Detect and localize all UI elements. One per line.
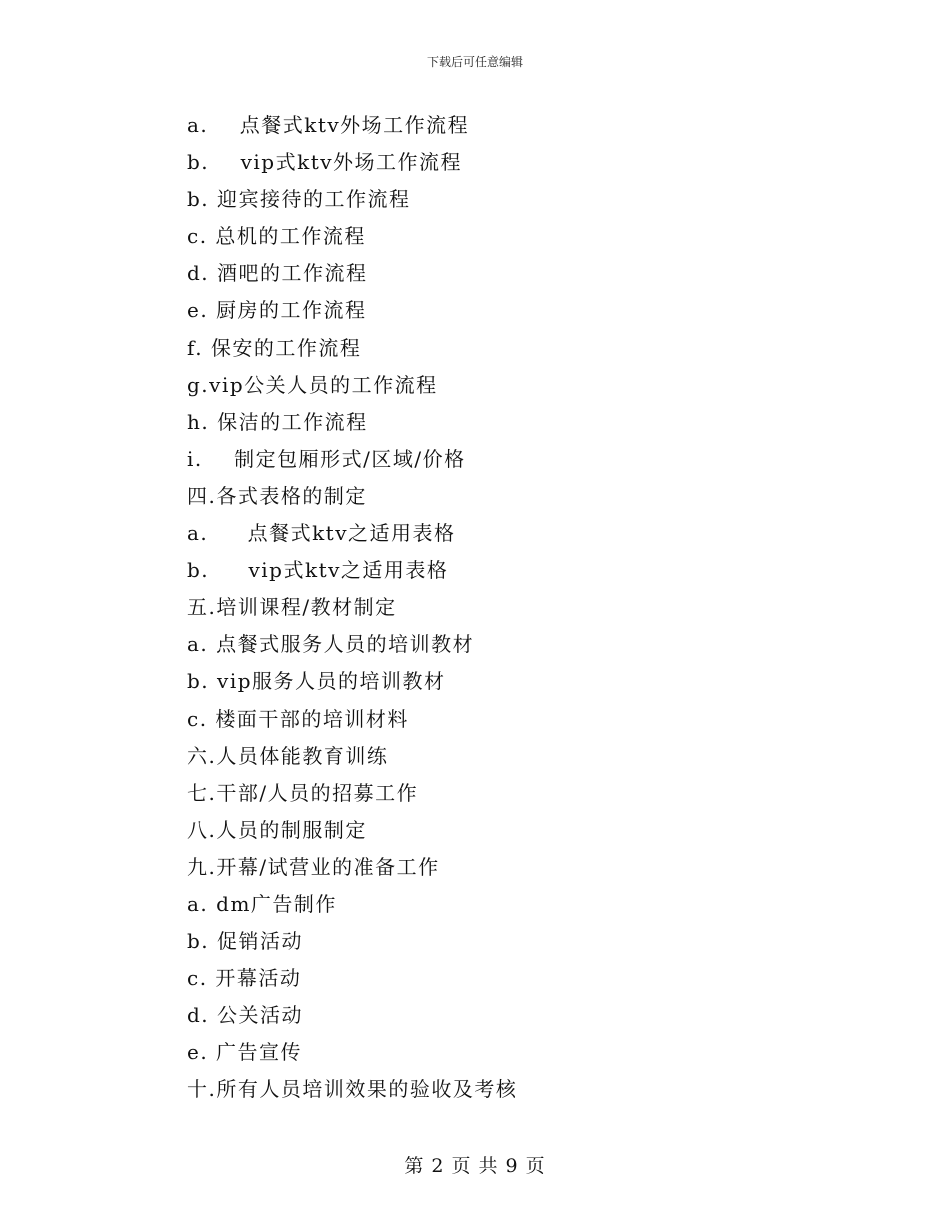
list-item: e. 厨房的工作流程 bbox=[187, 298, 367, 323]
list-item: i. 制定包厢形式/区域/价格 bbox=[187, 446, 466, 471]
list-item: b. 迎宾接待的工作流程 bbox=[187, 187, 411, 212]
section-heading: 十.所有人员培训效果的验收及考核 bbox=[187, 1077, 518, 1102]
list-item: e. 广告宣传 bbox=[187, 1040, 303, 1065]
list-item: a. 点餐式服务人员的培训教材 bbox=[187, 632, 475, 657]
section-heading: 八.人员的制服制定 bbox=[187, 817, 367, 842]
list-item: b. vip式ktv之适用表格 bbox=[187, 558, 449, 583]
list-item: b. 促销活动 bbox=[187, 929, 304, 954]
list-item: f. 保安的工作流程 bbox=[187, 335, 362, 360]
list-item: d. 公关活动 bbox=[187, 1003, 304, 1028]
section-heading: 六.人员体能教育训练 bbox=[187, 743, 389, 768]
page-number: 第 2 页 共 9 页 bbox=[404, 1155, 546, 1177]
list-item: a. 点餐式ktv之适用表格 bbox=[187, 521, 456, 546]
list-item: a. 点餐式ktv外场工作流程 bbox=[187, 113, 470, 137]
list-item: c. 开幕活动 bbox=[187, 966, 302, 991]
list-item: b. vip式ktv外场工作流程 bbox=[187, 150, 463, 175]
section-heading: 七.干部/人员的招募工作 bbox=[187, 780, 419, 805]
list-item: h. 保洁的工作流程 bbox=[187, 409, 368, 434]
section-heading: 五.培训课程/教材制定 bbox=[187, 595, 397, 620]
list-item: a. dm广告制作 bbox=[187, 891, 337, 916]
list-item: c. 总机的工作流程 bbox=[187, 224, 366, 249]
list-item: b. vip服务人员的培训教材 bbox=[187, 669, 446, 694]
page-header-note: 下载后可任意编辑 bbox=[426, 55, 523, 69]
section-heading: 九.开幕/试营业的准备工作 bbox=[187, 854, 440, 879]
list-item: d. 酒吧的工作流程 bbox=[187, 261, 368, 286]
document-body bbox=[187, 107, 787, 1109]
list-item: g.vip公关人员的工作流程 bbox=[187, 372, 438, 397]
list-item: c. 楼面干部的培训材料 bbox=[187, 706, 409, 731]
section-heading: 四.各式表格的制定 bbox=[187, 483, 367, 508]
